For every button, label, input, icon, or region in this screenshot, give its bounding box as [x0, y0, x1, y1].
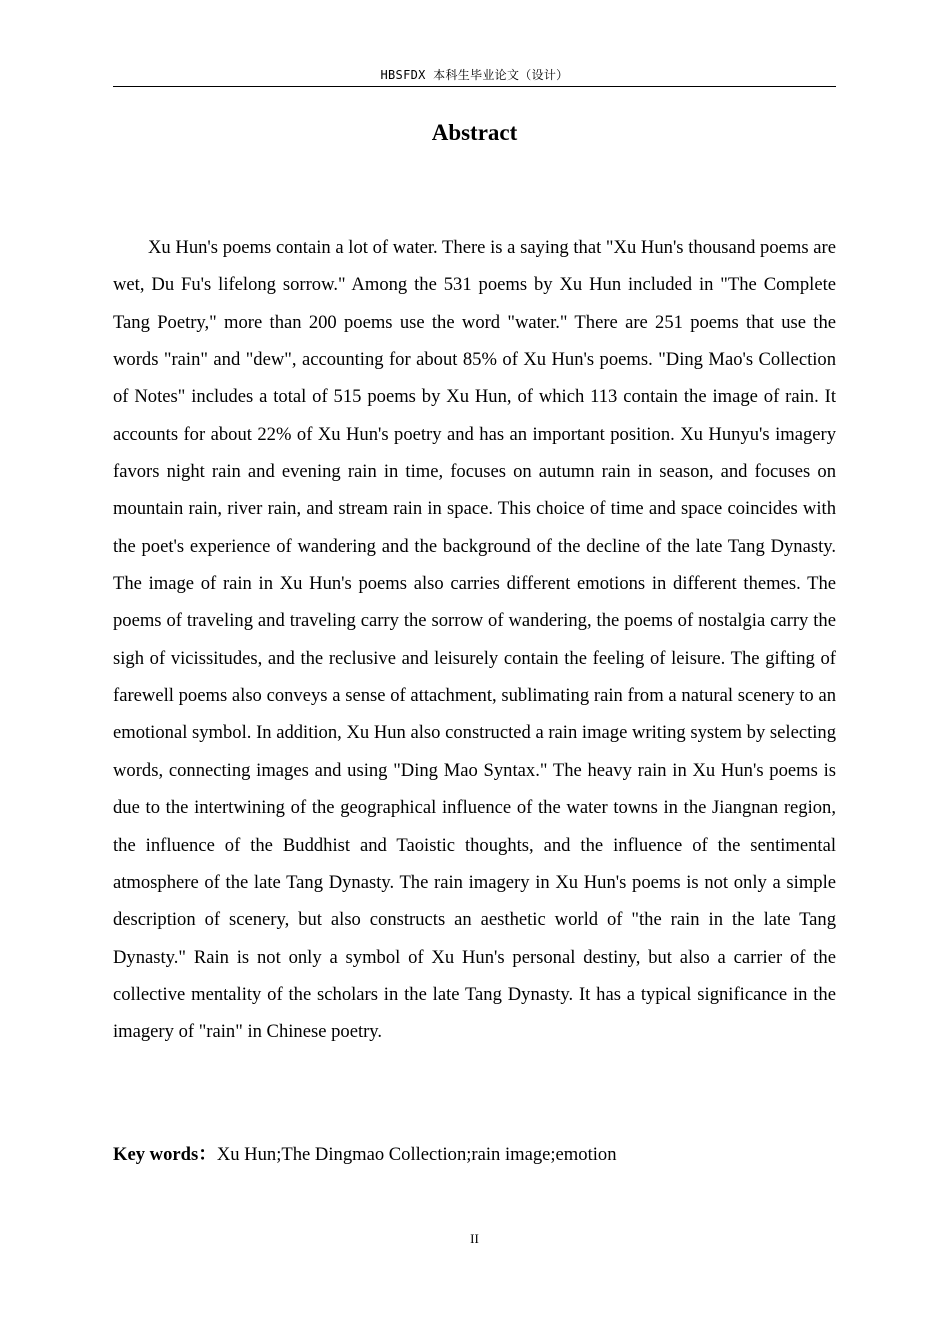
keywords-label: Key words：	[113, 1144, 217, 1165]
keywords-value: Xu Hun;The Dingmao Collection;rain image;emotion	[216, 1144, 617, 1165]
abstract-paragraph: Xu Hun's poems contain a lot of water. There is a saying that "Xu Hun's thousand poems are wet, Du Fu's lifelong sorrow." Among the 531 poems by Xu Hun included in "The Complete Tang Poetry," more than 200 poems use the word "water." There are 251 poems that use the words "rain" and "dew", accounting for about 85% of Xu Hun's poems. "Ding Mao's Collection of Notes" includes a total of 515 poems by Xu Hun, of which 113 contain the image of rain. It accounts for about 22% of Xu Hun's poetry and has an important position. Xu Hunyu's imagery favors night rain and evening rain in time, focuses on autumn rain in season, and focuses on mountain rain, river rain, and stream rain in space. This choice of time and space coincides with the poet's experience of wandering and the background of the decline of the late Tang Dynasty. The image of rain in Xu Hun's poems also carries different emotions in different themes. The poems of traveling and traveling carry the sorrow of wandering, the poems of nostalgia carry the sigh of vicissitudes, and the reclusive and leisurely contain the feeling of leisure. The gifting of farewell poems also conveys a sense of attachment, sublimating rain from a natural scenery to an emotional symbol. In addition, Xu Hun also constructed a rain image writing system by selecting words, connecting images and using "Ding Mao Syntax." The heavy rain in Xu Hun's poems is due to the intertwining of the geographical influence of the water towns in the Jiangnan region, the influence of the Buddhist and Taoistic thoughts, and the influence of the sentimental atmosphere of the late Tang Dynasty. The rain imagery in Xu Hun's poems is not only a simple description of scenery, but also constructs an aesthetic world of "the rain in the late Tang Dynasty." Rain is not only a symbol of Xu Hun's personal destiny, but also a carrier of the collective mentality of the scholars in the late Tang Dynasty. It has a typical significance in the imagery of "rain" in Chinese poetry.	[113, 237, 836, 1043]
header-title: HBSFDX 本科生毕业论文（设计）	[380, 68, 569, 82]
page-header	[113, 66, 836, 87]
abstract-title: Abstract	[431, 120, 518, 145]
page-number: II	[470, 1231, 479, 1246]
keywords-line	[113, 1140, 836, 1170]
